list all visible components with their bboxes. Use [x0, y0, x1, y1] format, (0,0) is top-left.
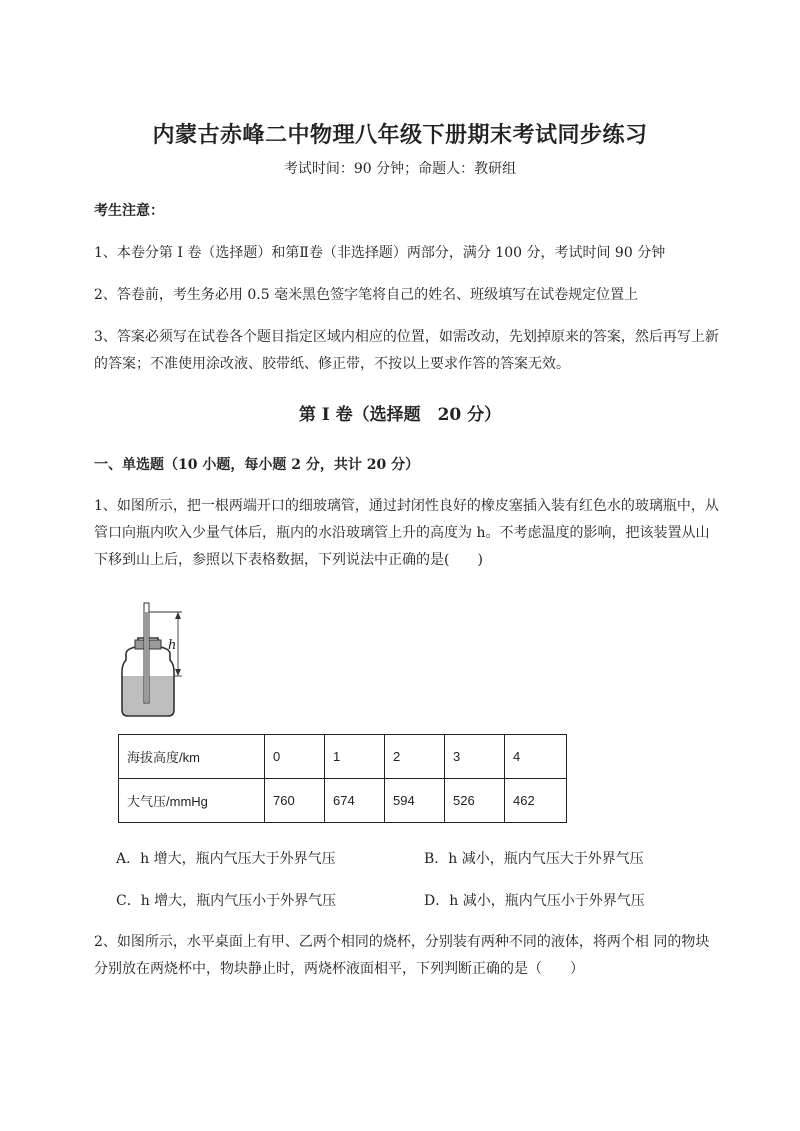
table-row [119, 735, 567, 779]
table-cell: 0 [265, 735, 325, 779]
figure-label-h: h [168, 638, 177, 653]
table-cell: 3 [445, 735, 505, 779]
table-cell: 674 [325, 779, 385, 823]
q1-option-a[interactable]: A．h 增大，瓶内气压大于外界气压 [116, 851, 336, 867]
notice-item-1: 1、本卷分第 I 卷（选择题）和第Ⅱ卷（非选择题）两部分，满分 100 分，考试时间 90 分钟 [94, 245, 666, 261]
page-title: 内蒙古赤峰二中物理八年级下册期末考试同步练习 [152, 122, 648, 148]
q1-line-1: 1、如图所示，把一根两端开口的细玻璃管，通过封闭性良好的橡皮塞插入装有红色水的玻璃瓶中，从 [94, 498, 719, 514]
notice-item-2: 2、答卷前，考生务必用 0.5 毫米黑色签字笔将自己的姓名、班级填写在试卷规定位置上 [94, 287, 639, 303]
q1-option-c[interactable]: C．h 增大，瓶内气压小于外界气压 [116, 893, 337, 909]
q2-line-2: 分别放在两烧杯中，物块静止时，两烧杯液面相平，下列判断正确的是（ ） [94, 961, 584, 977]
jar-figure [116, 598, 196, 722]
q2-line-1: 2、如图所示，水平桌面上有甲、乙两个相同的烧杯，分别装有两种不同的液体，将两个相 同的物块 [94, 934, 710, 950]
table-cell: 526 [445, 779, 505, 823]
notice-item-3: 3、答案必须写在试卷各个题目指定区域内相应的位置，如需改动，先划掉原来的答案，然后再写上新 [94, 329, 719, 345]
section-title: 第 I 卷（选择题 20 分） [298, 405, 502, 425]
table-cell: 760 [265, 779, 325, 823]
notice-heading: 考生注意： [94, 203, 164, 219]
table-cell: 4 [505, 735, 567, 779]
pressure-table [118, 734, 567, 823]
table-cell: 大气压/mmHg [119, 779, 265, 823]
q1-line-3: 下移到山上后，参照以下表格数据，下列说法中正确的是( ) [94, 552, 483, 568]
q1-option-d[interactable]: D．h 减小，瓶内气压小于外界气压 [424, 893, 645, 909]
table-cell: 462 [505, 779, 567, 823]
notice-item-3-cont: 的答案；不准使用涂改液、胶带纸、修正带，不按以上要求作答的答案无效。 [94, 356, 570, 372]
table-cell: 594 [385, 779, 445, 823]
table-cell: 1 [325, 735, 385, 779]
table-row [119, 779, 567, 823]
part-heading: 一、单选题（10 小题，每小题 2 分，共计 20 分） [94, 457, 420, 473]
exam-info: 考试时间：90 分钟；命题人：教研组 [283, 161, 517, 177]
table-cell: 2 [385, 735, 445, 779]
q1-line-2: 管口向瓶内吹入少量气体后，瓶内的水沿玻璃管上升的高度为 h。不考虑温度的影响，把该装置从山 [94, 525, 710, 541]
table-cell: 海拔高度/km [119, 735, 265, 779]
q1-option-b[interactable]: B．h 减小，瓶内气压大于外界气压 [424, 851, 644, 867]
